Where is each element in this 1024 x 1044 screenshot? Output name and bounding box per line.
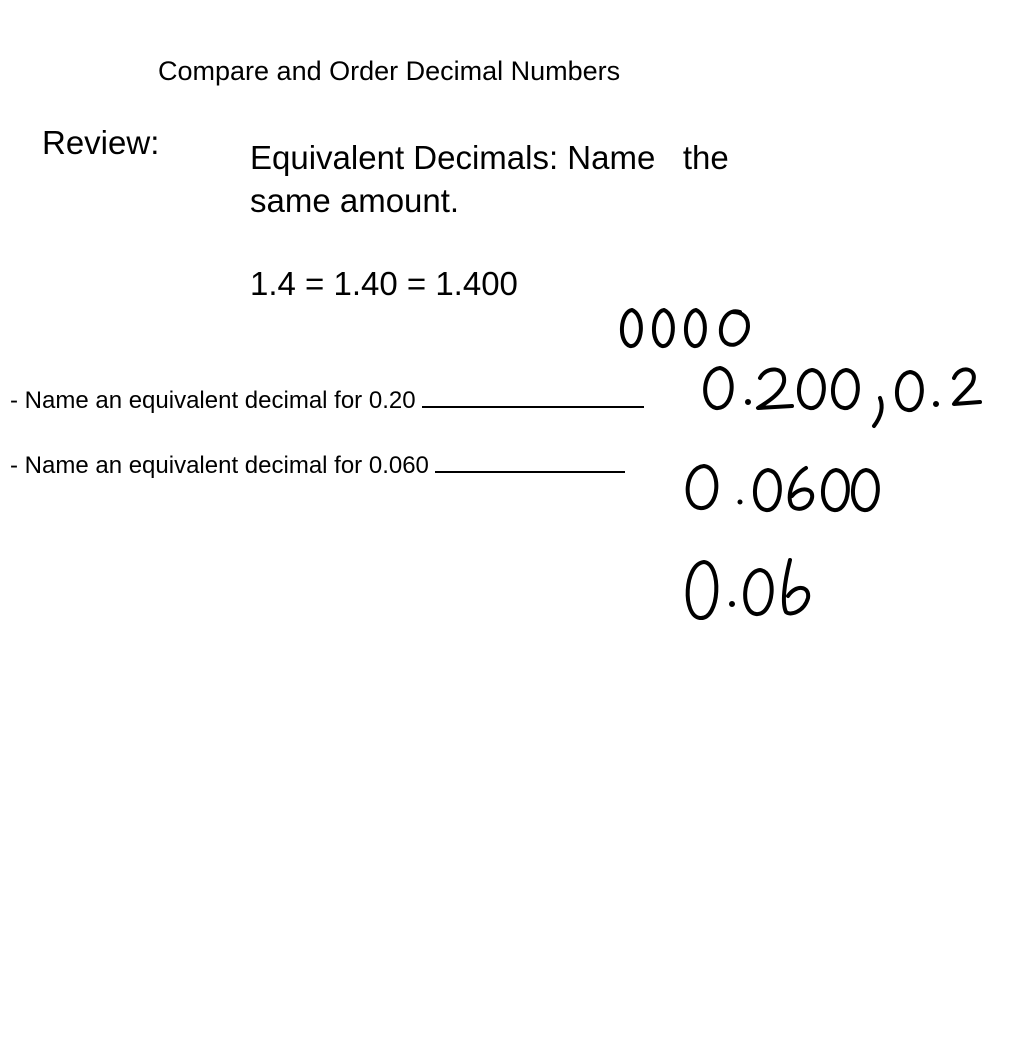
- question-1: [10, 386, 644, 415]
- handwriting-answer-2-line-1: [688, 466, 878, 510]
- question-2-answer-blank: [435, 451, 625, 473]
- review-label: Review:: [42, 124, 160, 161]
- question-1-answer-blank: [422, 386, 644, 408]
- question-2: [10, 451, 625, 480]
- question-1-text: - Name an equivalent decimal for 0.20: [10, 387, 416, 414]
- page-title: Compare and Order Decimal Numbers: [158, 56, 621, 86]
- handwriting-answer-1: [705, 368, 980, 426]
- definition-line-2: same amount.: [250, 182, 460, 219]
- equivalent-decimals-definition: [250, 136, 790, 222]
- handwriting-scratch: [622, 310, 748, 346]
- equivalent-decimals-example: 1.4 = 1.40 = 1.400: [250, 265, 518, 302]
- definition-line-1: Equivalent Decimals: Name the: [250, 139, 729, 176]
- handwriting-answer-2-line-2: [688, 560, 809, 618]
- question-2-text: - Name an equivalent decimal for 0.060: [10, 452, 429, 479]
